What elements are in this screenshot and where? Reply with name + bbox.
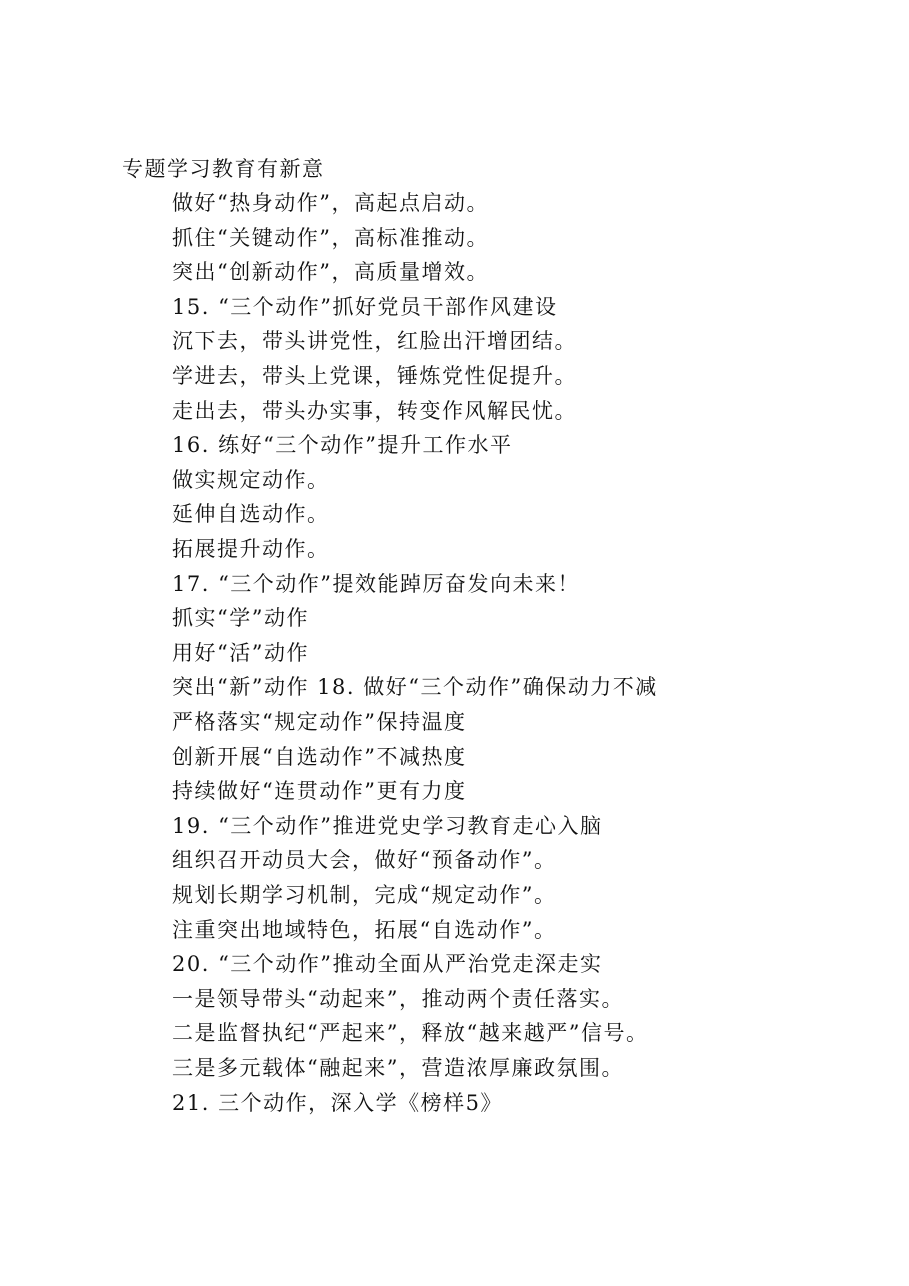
text-line-19: 持续做好“连贯动作”更有力度 xyxy=(172,779,467,803)
text-line-21: 组织召开动员大会，做好“预备动作”。 xyxy=(172,848,557,872)
text-line-7: 学进去，带头上党课，锤炼党性促提升。 xyxy=(172,364,577,388)
text-line-14: 抓实“学”动作 xyxy=(172,606,309,630)
text-line-13: 17. “三个动作”提效能踔厉奋发向未来！ xyxy=(172,572,581,596)
text-line-27: 三是多元载体“融起来”，营造浓厚廉政氛围。 xyxy=(172,1056,624,1080)
text-line-24: 20. “三个动作”推动全面从严治党走深走实 xyxy=(172,952,603,976)
text-line-23: 注重突出地域特色，拓展“自选动作”。 xyxy=(172,918,557,942)
text-line-17: 严格落实“规定动作”保持温度 xyxy=(172,710,467,734)
text-line-25: 一是领导带头“动起来”，推动两个责任落实。 xyxy=(172,987,624,1011)
text-line-12: 拓展提升动作。 xyxy=(172,537,330,561)
text-line-22: 规划长期学习机制，完成“规定动作”。 xyxy=(172,883,557,907)
text-line-26: 二是监督执纪“严起来”，释放“越来越严”信号。 xyxy=(172,1021,649,1045)
text-line-3: 抓住“关键动作”，高标准推动。 xyxy=(172,226,489,250)
text-line-16: 突出“新”动作 18. 做好“三个动作”确保动力不减 xyxy=(172,675,658,699)
text-line-11: 延伸自选动作。 xyxy=(172,502,330,526)
text-line-28: 21. 三个动作，深入学《榜样5》 xyxy=(172,1091,503,1115)
text-line-2: 做好“热身动作”，高起点启动。 xyxy=(172,191,489,215)
text-line-9: 16. 练好“三个动作”提升工作水平 xyxy=(172,433,513,457)
text-line-8: 走出去，带头办实事，转变作风解民忧。 xyxy=(172,399,577,423)
text-line-10: 做实规定动作。 xyxy=(172,468,330,492)
text-line-20: 19. “三个动作”推进党史学习教育走心入脑 xyxy=(172,814,603,838)
text-line-1: 专题学习教育有新意 xyxy=(122,157,325,181)
text-line-4: 突出“创新动作”，高质量增效。 xyxy=(172,260,489,284)
text-line-5: 15. “三个动作”抓好党员干部作风建设 xyxy=(172,295,558,319)
text-line-18: 创新开展“自选动作”不减热度 xyxy=(172,745,467,769)
text-line-15: 用好“活”动作 xyxy=(172,641,309,665)
text-line-6: 沉下去，带头讲党性，红脸出汗增团结。 xyxy=(172,329,577,353)
